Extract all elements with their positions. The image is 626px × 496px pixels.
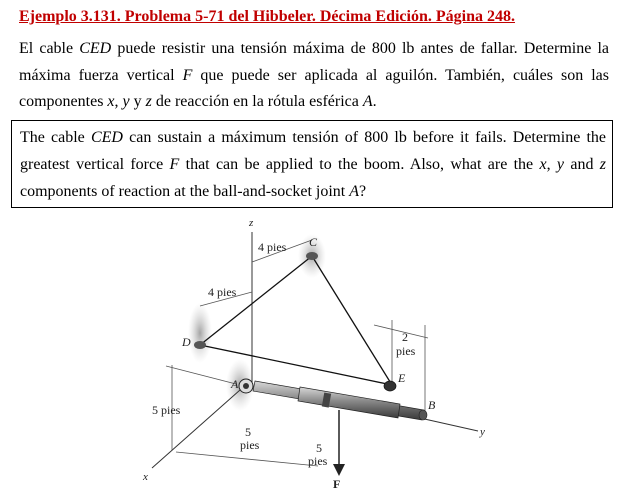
- en-cable-label: CED: [90, 129, 123, 146]
- es-text-5: .: [372, 93, 377, 110]
- cable-cd: [200, 256, 312, 345]
- en-y-label: y: [556, 156, 565, 173]
- dim-ext-left-top: [166, 366, 236, 384]
- problem-statement-english: [20, 124, 606, 205]
- en-text-2: can sustain a máximum tensión of 800 lb before it fails. Determine the greatest vertical force: [20, 129, 607, 173]
- en-point-label: A: [349, 183, 360, 200]
- boom-cable-figure: [130, 212, 510, 492]
- axis-z-label: z: [249, 217, 254, 229]
- es-x-label: x: [107, 93, 115, 110]
- dim-bottom2-num: 5: [316, 441, 322, 455]
- dim-line-bottom: [176, 452, 318, 466]
- es-y-label: y: [122, 93, 130, 110]
- force-f-label: F: [333, 477, 341, 491]
- wall-shade-d: [188, 303, 212, 363]
- dim-line-right: [374, 325, 428, 338]
- dim-right-unit: pies: [396, 344, 416, 358]
- anchor-c: [306, 252, 318, 260]
- x-axis: [152, 390, 240, 468]
- dim-left-label: 5 pies: [152, 403, 181, 417]
- point-a-label: A: [231, 377, 239, 391]
- point-b-label: B: [428, 398, 436, 412]
- ring-e: [384, 381, 396, 391]
- page-title: Ejemplo 3.131. Problema 5-71 del Hibbeler. Décima Edición. Página 248.: [19, 8, 515, 25]
- es-cable-label: CED: [79, 40, 112, 57]
- en-text-1: The cable: [20, 129, 91, 146]
- axis-y-label: y: [480, 426, 485, 438]
- point-c-label: C: [309, 235, 318, 249]
- dim-bottom1-num: 5: [245, 425, 251, 439]
- boom-sleeve: [298, 387, 400, 418]
- dim-bottom2-unit: pies: [308, 454, 328, 468]
- cable-ce: [312, 256, 392, 385]
- en-sep-2: and: [564, 156, 600, 173]
- en-text-5: ?: [359, 183, 367, 200]
- dim-right-num: 2: [402, 330, 408, 344]
- en-x-label: x: [539, 156, 547, 173]
- es-z-label: z: [145, 93, 152, 110]
- axis-x-label: x: [143, 471, 148, 483]
- problem-statement-spanish: [19, 36, 609, 116]
- boom-end-b: [419, 410, 427, 420]
- en-z-label: z: [599, 156, 607, 173]
- es-force-label: F: [182, 66, 193, 84]
- en-force-label: F: [169, 156, 180, 173]
- point-e-label: E: [398, 371, 406, 385]
- es-sep-2: y: [129, 93, 146, 110]
- dim-bottom1-unit: pies: [240, 438, 260, 452]
- es-text-4: de reacción en la rótula esférica: [151, 93, 363, 110]
- anchor-d: [194, 341, 206, 349]
- point-d-label: D: [182, 335, 191, 349]
- es-text-1: El cable: [19, 40, 80, 57]
- english-statement-box: [11, 120, 613, 208]
- y-axis: [420, 418, 478, 431]
- es-text-3: que puede ser aplicada al aguilón. También, cuáles son las componentes: [19, 66, 610, 110]
- dim-mid-label: 4 pies: [208, 285, 237, 299]
- es-sep-1: ,: [114, 93, 123, 110]
- ball-a-center: [243, 383, 249, 389]
- es-point-label: A: [362, 93, 373, 110]
- en-text-3: that can be applied to the boom. Also, what are the: [179, 156, 540, 173]
- es-text-2: puede resistir una tensión máxima de 800 lb antes de fallar. Determine la máxima fuerza vertical: [19, 40, 609, 84]
- dim-top-label: 4 pies: [258, 240, 287, 254]
- en-sep-1: ,: [546, 156, 557, 173]
- en-text-4: components of reaction at the ball-and-socket joint: [20, 183, 350, 200]
